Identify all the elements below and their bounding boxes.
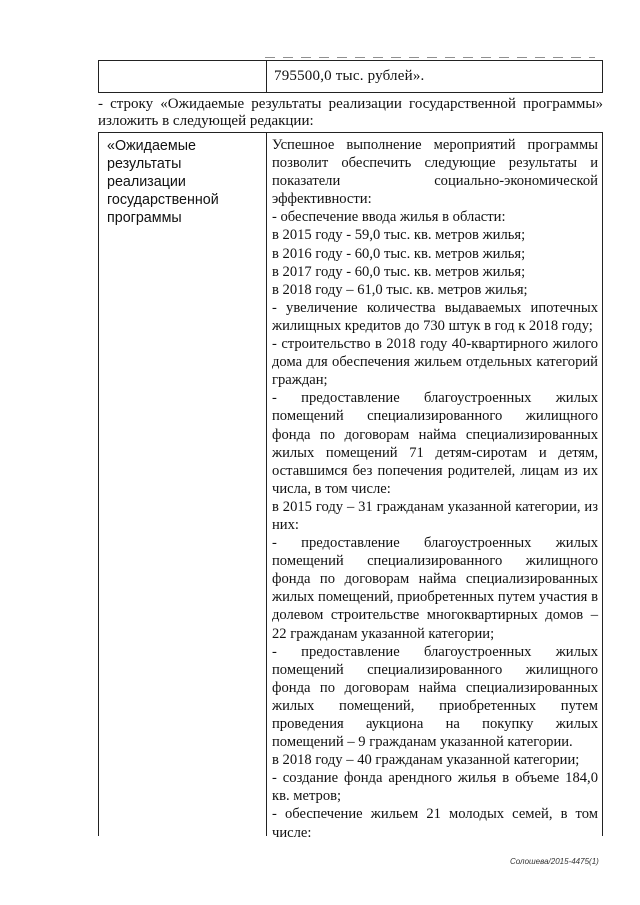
scan-artifact-line [265,57,595,58]
previous-row-amount-text: 795500,0 тыс. рублей». [274,68,425,84]
amendment-instruction: - строку «Ожидаемые результаты реализации государственной программы» изложить в следующей редакции: [98,96,603,129]
document-footer-code: Солошева/2015-4475(1) [510,857,599,866]
previous-table-row [98,60,603,93]
content-apartment-construction: - строительство в 2018 году 40-квартирного жилого дома для обеспечения жильем отдельных категорий граждан; [272,336,598,389]
content-auction-housing: - предоставление благоустроенных жилых помещений специализированного жилищного фонда по договорам найма специализированных жилых помещений, приобретенных путем проведения аукциона на покупку жилых помещений – 9 гражданам указанной категории. [272,643,598,751]
content-housing-commissioning: - обеспечение ввода жилья в области: [272,209,506,226]
content-paragraph-intro: Успешное выполнение мероприятий программы позволит обеспечить следующие результаты и показатели социально-экономической эффективности: [272,137,598,208]
results-content-cell [272,136,598,842]
content-young-families-housing: - обеспечение жильем 21 молодых семей, в том числе: [272,806,598,841]
content-year-2017-housing: в 2017 году - 60,0 тыс. кв. метров жилья; [272,263,526,280]
content-year-2015-citizens: в 2015 году – 31 гражданам указанной категории, из них: [272,498,598,533]
content-rental-housing-fund: - создание фонда арендного жилья в объеме 184,0 кв. метров; [272,770,598,805]
column-divider [266,61,267,92]
content-orphans-housing: - предоставление благоустроенных жилых помещений специализированного жилищного фонда по договорам найма специализированных жилых помещений 71 детям-сиротам и детям, оставшимся без попечения родителей, лицам из их числа, в том числе: [272,390,598,497]
content-year-2015-housing: в 2015 году - 59,0 тыс. кв. метров жилья; [272,227,526,244]
column-divider [266,133,267,836]
content-year-2018-housing: в 2018 году – 61,0 тыс. кв. метров жилья; [272,281,528,298]
content-year-2016-housing: в 2016 году - 60,0 тыс. кв. метров жилья; [272,245,526,262]
content-year-2018-citizens: в 2018 году – 40 гражданам указанной категории; [272,752,580,769]
content-mortgage-increase: - увеличение количества выдаваемых ипотечных жилищных кредитов до 730 штук в год к 2018 году; [272,299,598,334]
results-label-cell: «Ожидаемые результаты реализации государственной программы [107,138,219,226]
results-table [98,132,603,841]
content-shared-construction-housing: - предоставление благоустроенных жилых помещений специализированного жилищного фонда по договорам найма специализированных жилых помещений, приобретенных путем участия в долевом строительстве многоквартирных домов – 22 гражданам указанной категории; [272,535,598,642]
